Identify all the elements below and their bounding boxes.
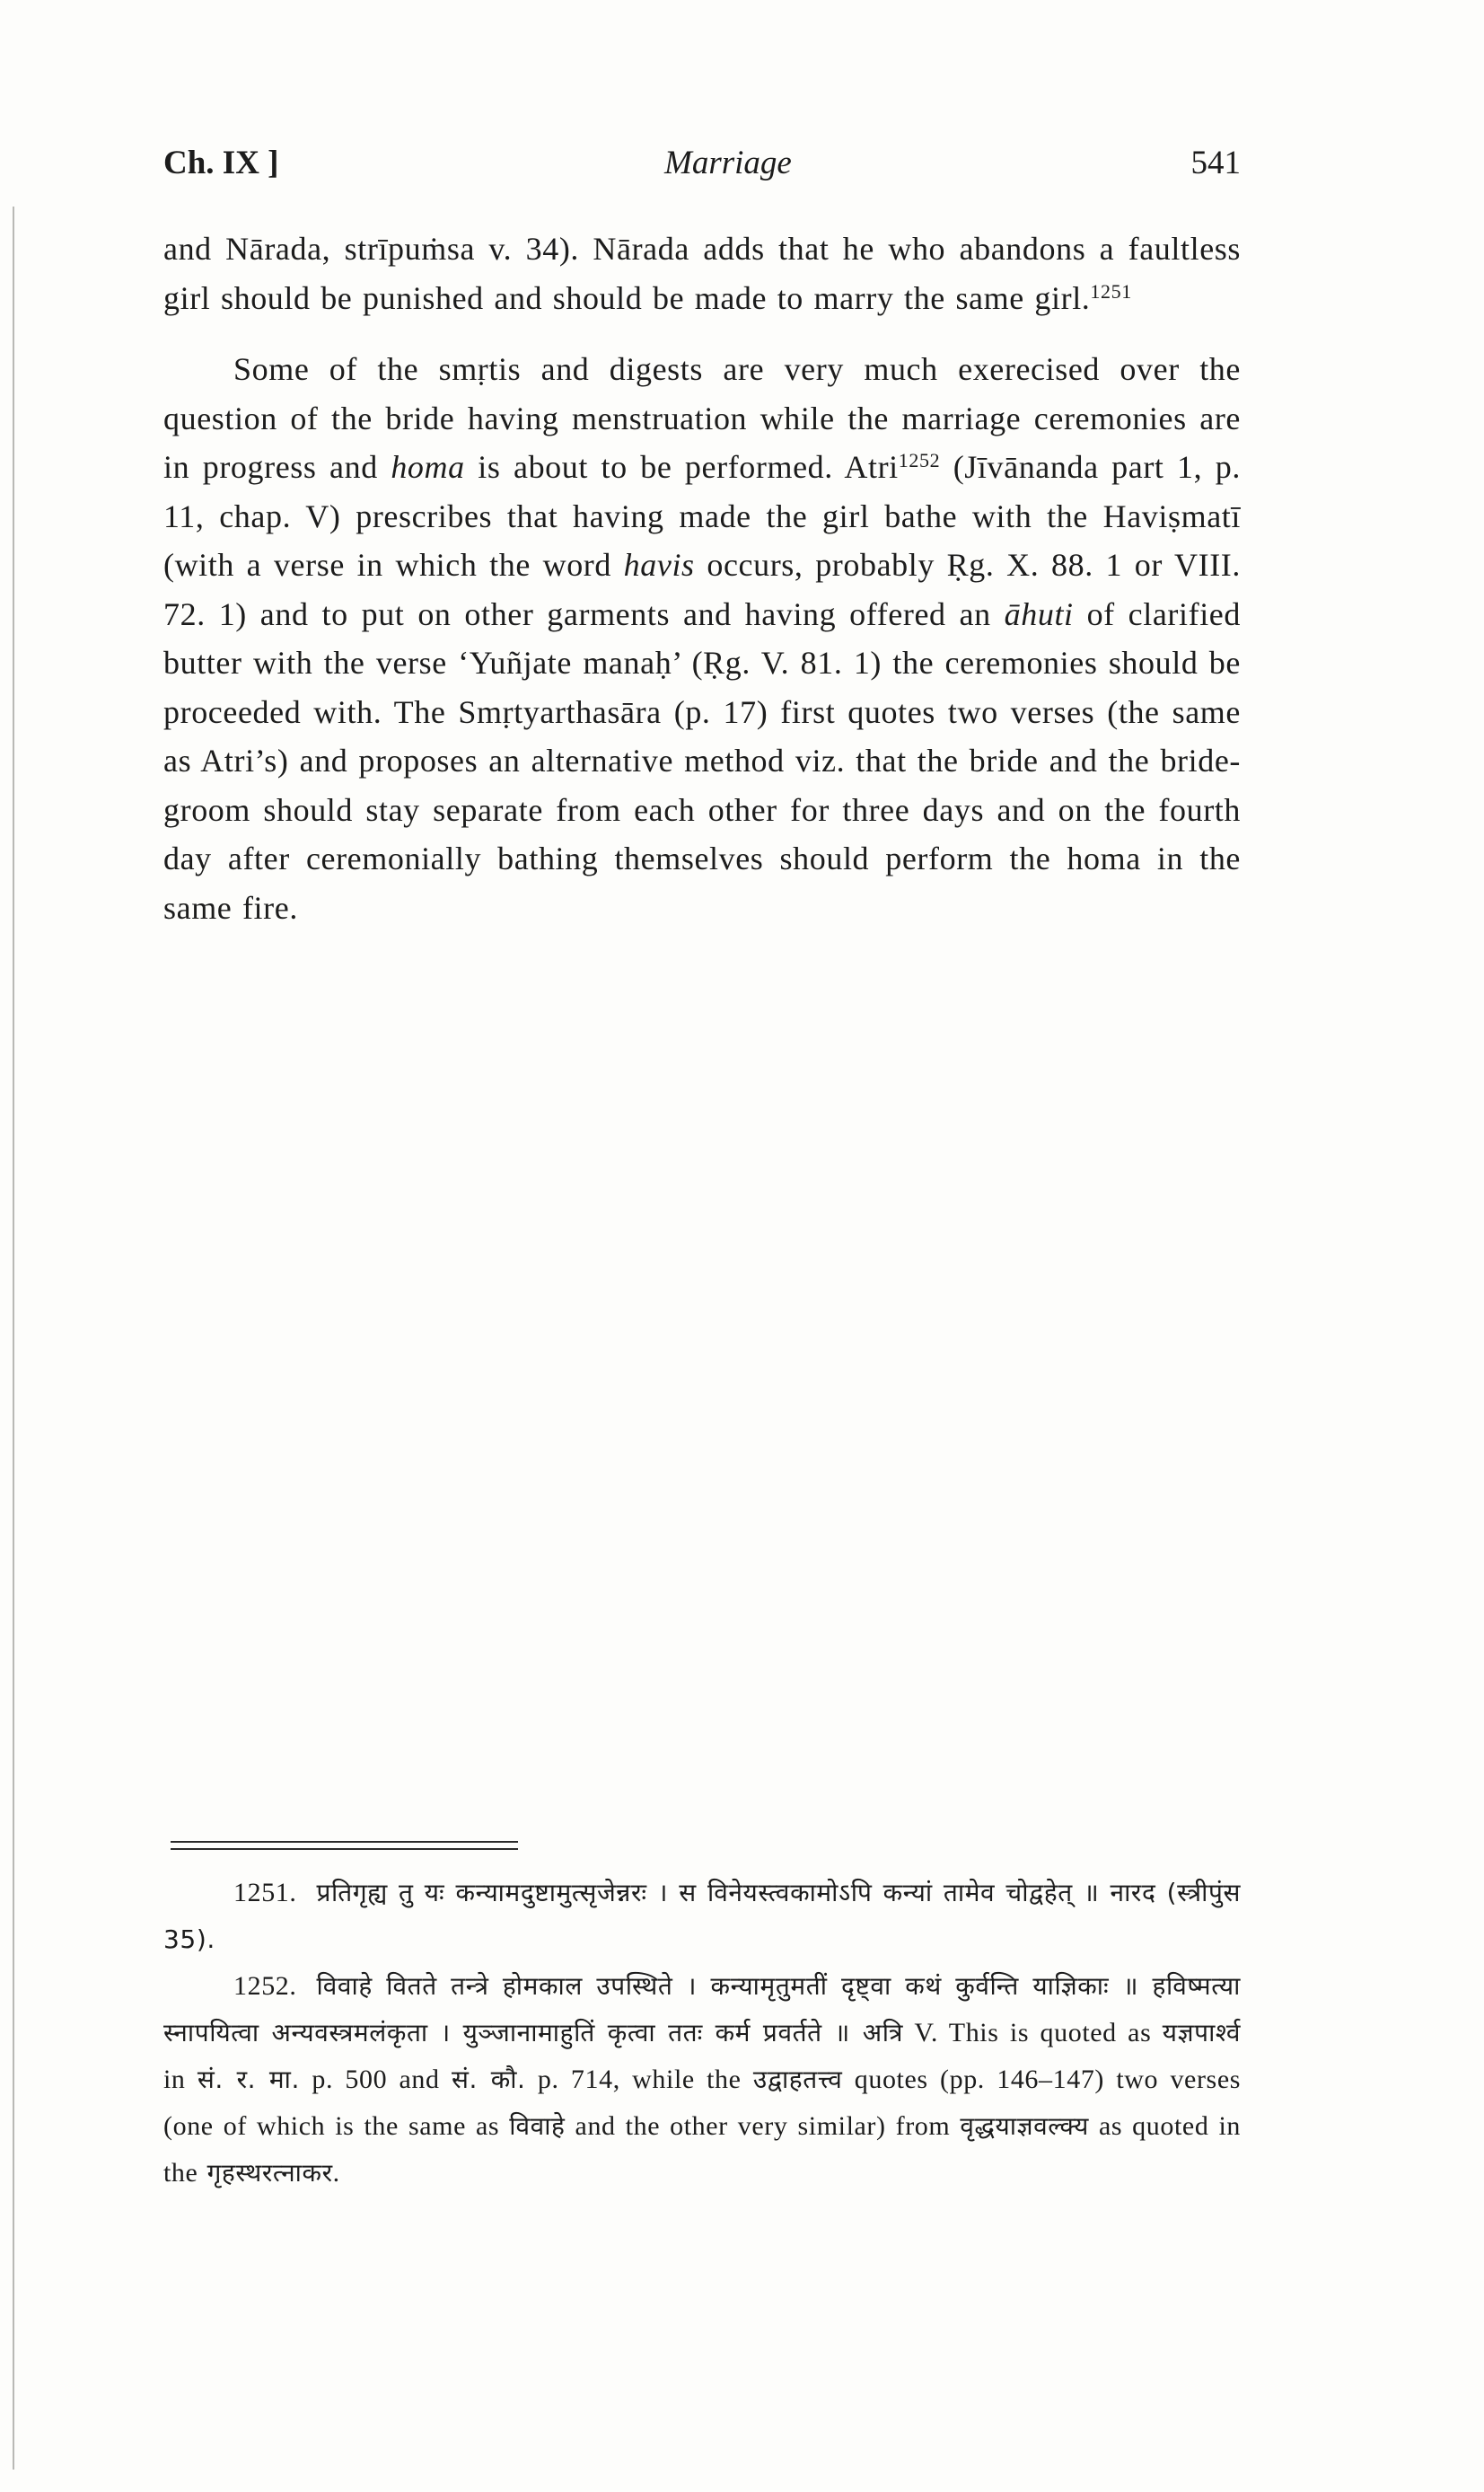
- footnote-text: प्रतिगृह्य तु यः कन्यामदुष्टामुत्सृजेन्नरः । स विनेयस्त्वकामोऽपि कन्यां तामेव चोद्वहेत् ॥ नारद (स्त्रीपुंस 35).: [163, 1878, 1241, 1954]
- footnote-1251: [163, 1870, 1241, 1963]
- main-text: [163, 225, 1241, 932]
- footnotes: [163, 1870, 1241, 2197]
- footnote-source: विवाहे: [509, 2111, 566, 2141]
- footnote-ref-1252: 1252: [898, 449, 941, 471]
- paragraph-1: [163, 225, 1241, 322]
- footnote-source: सं. कौ.: [451, 2065, 526, 2094]
- paragraph-2-text-c: (Jīvānanda part 1, p. 11, chap. V) prescribes that having made the girl bathe with the Haviṣmatī (with a verse in which the word: [163, 449, 1241, 583]
- footnote-divider-top: [171, 1841, 518, 1843]
- footnote-source: सं. र. मा.: [197, 2065, 301, 2094]
- footnote-text: as quoted in the: [163, 2111, 1241, 2188]
- footnote-text: p. 714, while the: [525, 2065, 753, 2094]
- footnote-1252: [163, 1963, 1241, 2197]
- paragraph-2-text-b: is about to be performed. Atri: [464, 449, 899, 485]
- footnote-source: उद्वाहतत्त्व: [752, 2065, 843, 2094]
- paragraph-2-text-a: Some of the smṛtis and digests are very much exerecised over the question of the bride having menstruation while the marriage ceremonies are in progress and: [163, 351, 1241, 485]
- page-number: 541: [1190, 145, 1241, 181]
- term-ahuti: āhuti: [1004, 595, 1074, 632]
- running-title: Marriage: [664, 145, 792, 181]
- footnote-number: 1252.: [233, 1971, 297, 2001]
- footnote-source: यज्ञपार्श्व: [1162, 2018, 1241, 2047]
- term-homa: homa: [391, 449, 465, 485]
- term-havis: havis: [623, 547, 695, 583]
- footnote-text: and the other very similar) from: [565, 2111, 961, 2141]
- footnote-text: p. 500 and: [300, 2065, 452, 2094]
- footnote-sanskrit-verse: विवाहे वितते तन्त्रे होमकाल उपस्थिते । कन्यामृतुमतीं दृष्ट्वा कथं कुर्वन्ति याज्ञिकाः ॥ हविष्मत्या स्नापयित्वा अन्यवस्त्रमलंकृता । युञ्जानामाहुतिं कृत्वा ततः कर्म प्रवर्तते ॥ अत्रि: [163, 1971, 1241, 2047]
- page-margin-line: [13, 207, 14, 2470]
- paragraph-2-text-d: occurs, probably Ṛg. X. 88. 1 or VIII. 72. 1) and to put on other garments and having offered an: [163, 547, 1241, 632]
- running-header: [163, 144, 1241, 198]
- paragraph-1-text: and Nārada, strīpuṁsa v. 34). Nārada adds that he who abandons a faultless girl should be punished and should be made to marry the same girl.: [163, 231, 1241, 316]
- chapter-label: Ch. IX ]: [163, 145, 279, 181]
- paragraph-2: [163, 345, 1241, 932]
- footnote-divider-bottom: [171, 1848, 518, 1850]
- footnote-number: 1251.: [233, 1878, 297, 1907]
- paragraph-2-text-e: of clarified butter with the verse ‘Yuñjate manaḥ’ (Ṛg. V. 81. 1) the ceremonies should be proceeded with. The Smṛtyarthasāra (p. 17) first quotes two verses (the same as Atri’s) and proposes an alternative method viz. that the bride and the bride-groom should stay separate from each other for three days and on the fourth day after ceremonially bathing themselves should perform the homa in the same fire.: [163, 595, 1241, 926]
- footnote-text: V. This is quoted as: [903, 2018, 1163, 2047]
- footnote-source: वृद्धयाज्ञवल्क्य: [960, 2111, 1089, 2141]
- footnote-text: in: [163, 2065, 198, 2094]
- footnote-text: quotes (pp. 146–147) two verses (one of which is the same as: [163, 2065, 1242, 2141]
- footnote-ref-1251: 1251: [1090, 279, 1132, 303]
- footnote-source: गृहस्थरत्नाकर: [206, 2158, 333, 2188]
- footnote-text: .: [332, 2158, 340, 2188]
